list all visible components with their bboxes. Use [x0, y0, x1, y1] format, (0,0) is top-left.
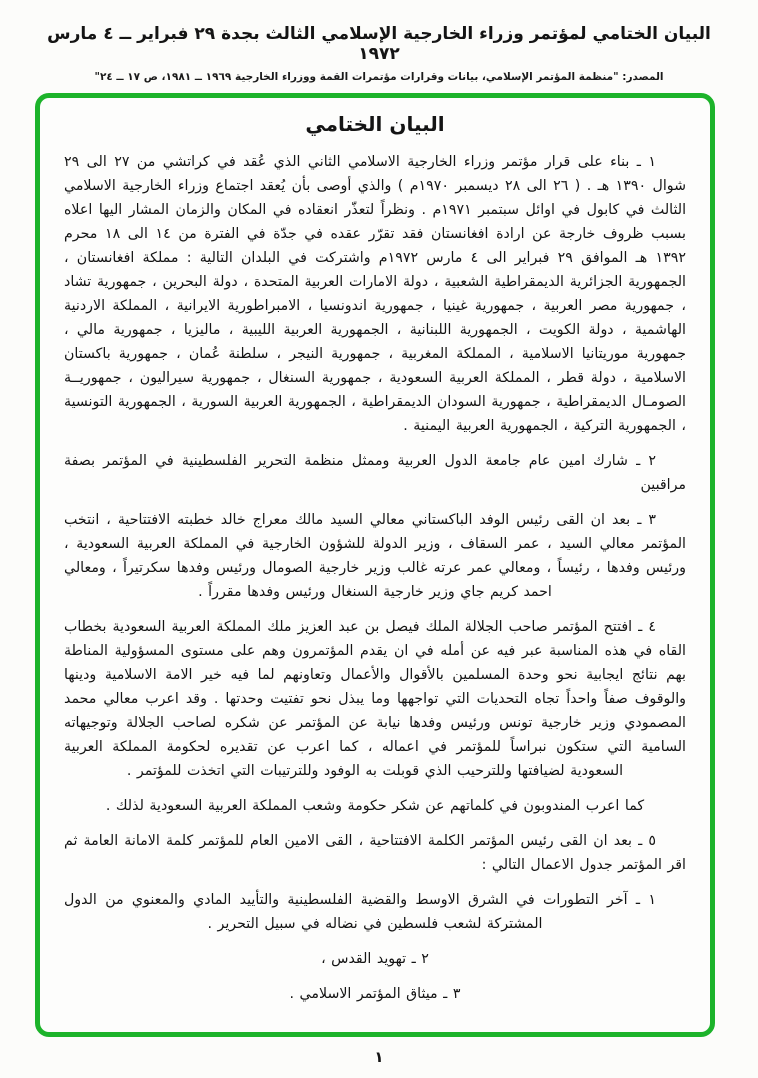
document-title: البيان الختامي لمؤتمر وزراء الخارجية الإسلامي الثالث بجدة ٢٩ فبراير ــ ٤ مارس ١٩٧٢ [47, 24, 711, 64]
communique-title: البيان الختامي [305, 112, 445, 136]
paragraph: ٢ ـ شارك امين عام جامعة الدول العربية وممثل منظمة التحرير الفلسطينية في المؤتمر بصفة مراقبين [64, 453, 686, 493]
page-number: ١ [374, 1048, 384, 1066]
paragraph: ٢ ـ تهويد القدس ، [321, 951, 429, 967]
paragraph: ٤ ـ افتتح المؤتمر صاحب الجلالة الملك فيصل بن عبد العزيز ملك المملكة العربية السعودية بخطاب القاه في هذه المناسبة عبر فيه عن أمله في ان يقدم المؤتمرون وهم على مستوى المسؤولية المناطة بهم نتائج ايجابية نحو وحدة المسلمين بالأقوال والأعمال وتعاونهم لما فيه خير الامة الاسلامية ودينها والوقوف صفاً واحداً تجاه التحديات التي تواجهها وما يبذل نحو تفتيت وحدتها . وقد اعرب معالي محمد المصمودي وزير خارجية تونس ورئيس وفدها نيابة عن المؤتمر عن شكره لصاحب الجلالة وتوجيهاته السامية التي ستكون نبراساً للمؤتمر في اعماله ، كما اعرب عن تقديره لحكومة المملكة العربية السعودية لضيافتها وللترحيب الذي قوبلت به الوفود وللترتيبات التي اتخذت للمؤتمر . [64, 619, 686, 779]
paragraph: كما اعرب المندوبون في كلماتهم عن شكر حكومة وشعب المملكة العربية السعودية لذلك . [105, 798, 645, 814]
paragraph: ٣ ـ بعد ان القى رئيس الوفد الباكستاني معالي السيد مالك معراج خالد خطبته الافتتاحية ، انتخب المؤتمر معالي السيد ، عمر السقاف ، وزير الدولة للشؤون الخارجية في المملكة العربية السعودية ، ورئيس وفدها ، رئيساً ، ومعالي عمر عرته غالب وزير خارجية الصومال ورئيس وفدها سكرتيراً ، ومعالي احمد كريم جاي وزير خارجية السنغال ورئيس وفدها مقرراً . [64, 512, 686, 600]
document-source-line: المصدر: "منظمة المؤتمر الإسلامي، بيانات وقرارات مؤتمرات القمة ووزراء الخارجية ١٩٦٩ ــ ١٩٨١، ص ١٧ ــ ٢٤" [94, 71, 664, 83]
document-header [0, 0, 758, 83]
paragraph: ١ ـ آخر التطورات في الشرق الاوسط والقضية الفلسطينية والتأييد المادي والمعنوي من الدول المشتركة لشعب فلسطين في نضاله في سبيل التحرير . [64, 892, 656, 932]
communique-frame [35, 93, 715, 1037]
paragraph: ٣ ـ ميثاق المؤتمر الاسلامي . [289, 986, 461, 1002]
paragraph: ١ ـ بناء على قرار مؤتمر وزراء الخارجية الاسلامي الثاني الذي عُقد في كراتشي من ٢٧ الى ٢٩ شوال ١٣٩٠ هـ . ( ٢٦ الى ٢٨ ديسمبر ١٩٧٠م ) والذي أوصى بأن يُعقد اجتماع وزراء الخارجية الاسلامي الثالث في كابول في اوائل سبتمبر ١٩٧١م . ونظراً لتعذّر انعقاده في المكان والزمان المشار اليها اعلاه بسبب ظروف خارجة عن ارادة افغانستان فقد تقرّر عقده في جدّة في الفترة من ١٤ الى ١٨ محرم ١٣٩٢ هـ الموافق ٢٩ فبراير الى ٤ مارس ١٩٧٢م واشتركت في البلدان التالية : مملكة افغانستان ، الجمهورية الجزائرية الديمقراطية الشعبية ، دولة الامارات العربية المتحدة ، دولة البحرين ، جمهورية تشاد ، جمهورية مصر العربية ، جمهورية غينيا ، جمهورية اندونسيا ، الامبراطورية الايرانية ، المملكة الاردنية الهاشمية ، دولة الكويت ، الجمهورية اللبنانية ، الجمهورية العربية الليبية ، ماليزيا ، جمهورية مالي ، جمهورية موريتانيا الاسلامية ، المملكة المغربية ، جمهورية النيجر ، سلطنة عُمان ، جمهورية باكستان الاسلامية ، دولة قطر ، المملكة العربية السعودية ، جمهورية السنغال ، جمهورية سيراليون ، جمهوريــة الصومـال الديمقراطية ، جمهورية السودان الديمقراطية ، الجمهورية العربية السورية ، الجمهورية التونسية ، الجمهورية التركية ، الجمهورية العربية اليمنية . [64, 154, 687, 434]
communique-body [64, 150, 686, 1006]
paragraph: ٥ ـ بعد ان القى رئيس المؤتمر الكلمة الافتتاحية ، القى الامين العام للمؤتمر كلمة الامانة العامة ثم اقر المؤتمر جدول الاعمال التالي : [64, 833, 686, 873]
